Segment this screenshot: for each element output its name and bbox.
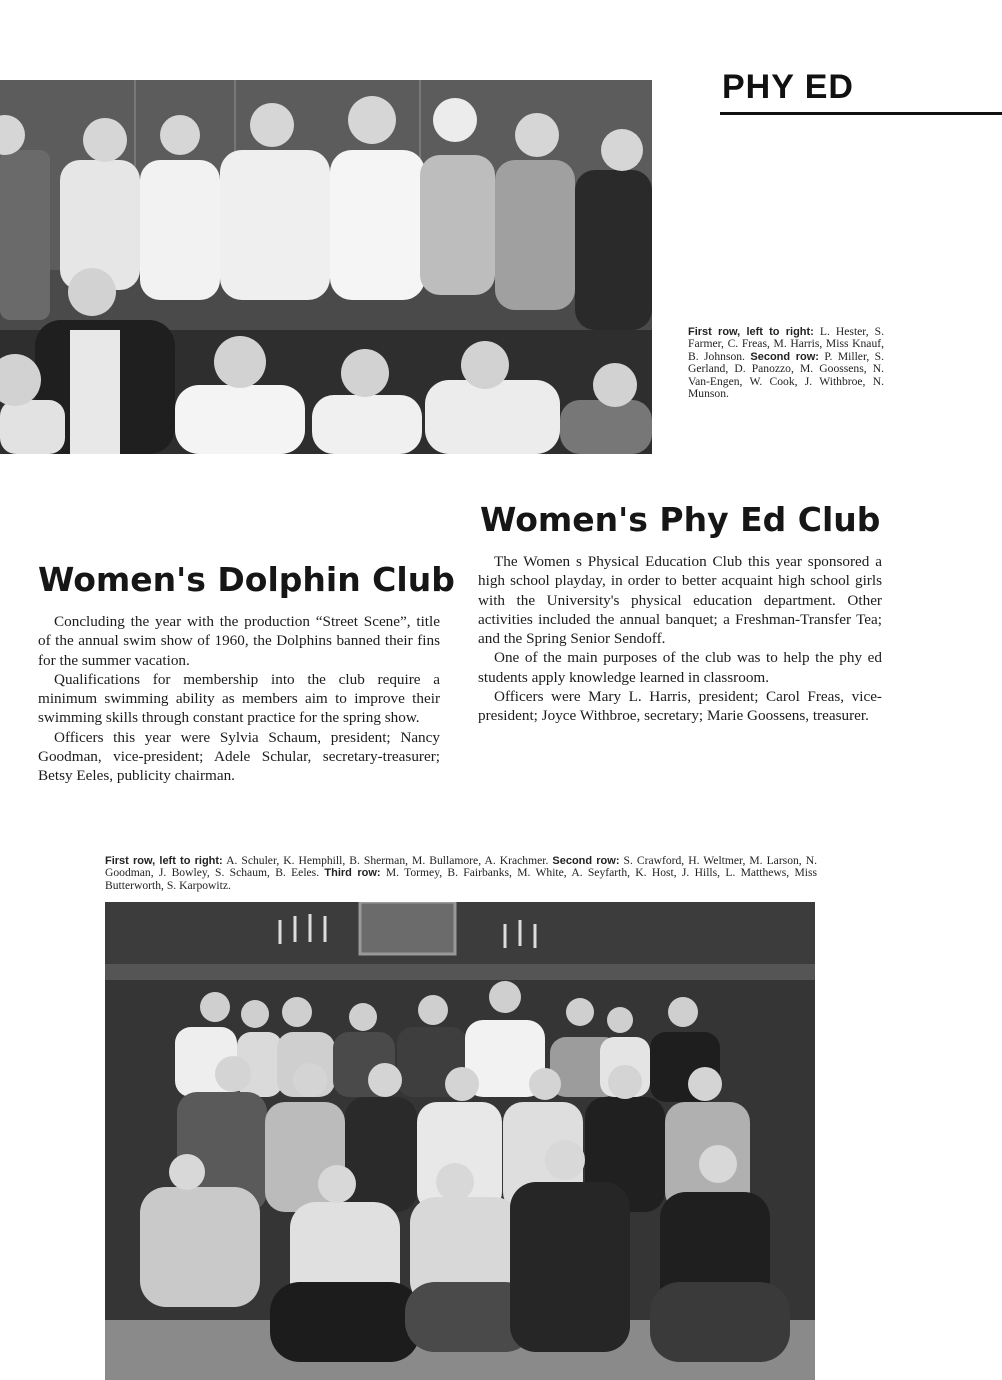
caption-row2-label: Second row: bbox=[552, 855, 620, 867]
caption-row2-label: Second row: bbox=[750, 350, 819, 363]
article-paragraph: Officers were Mary L. Harris, president; Carol Freas, vice-president; Joyce Withbroe, secretary; Marie Goossens, treasurer. bbox=[478, 688, 882, 725]
caption-row1-names: A. Schuler, K. Hemphill, B. Sherman, M. Bullamore, A. Krachmer. bbox=[226, 854, 549, 867]
caption-row3-names: M. Tormey, B. Fairbanks, M. White, A. Seyfarth, K. Host, J. Hills, L. Matthews, Miss Butterworth, S. Karpowitz. bbox=[105, 866, 818, 892]
article-paragraph: Concluding the year with the production “Street Scene”, title of the annual swim show of 1960, the Dolphins banned their fins for the summer vacation. bbox=[38, 613, 440, 669]
dolphin-photo-caption bbox=[105, 855, 817, 892]
caption-row3-label: Third row: bbox=[324, 867, 381, 880]
phy-ed-club-article bbox=[478, 552, 882, 726]
section-title: PHY ED bbox=[722, 68, 854, 106]
caption-row1-label: First row, left to right: bbox=[105, 855, 223, 867]
article-paragraph: The Women s Physical Education Club this year sponsored a high school playday, in order to better acquaint high school girls with the University's physical education department. Other activities included the annual banquet; a Freshman-Transfer Tea; and the Spring Senior Sendoff. bbox=[478, 553, 882, 648]
dolphin-club-title: Women's Dolphin Club bbox=[38, 560, 455, 599]
article-paragraph: Qualifications for membership into the club require a minimum swimming ability as members aim to improve their swimming skills through constant practice for the spring show. bbox=[38, 670, 440, 727]
article-paragraph: One of the main purposes of the club was to help the phy ed students apply knowledge learned in classroom. bbox=[478, 649, 882, 686]
dolphin-club-article bbox=[38, 612, 440, 786]
section-title-rule bbox=[720, 112, 1002, 115]
phy-ed-club-title: Women's Phy Ed Club bbox=[480, 500, 881, 539]
phy-ed-photo-caption bbox=[688, 326, 884, 400]
phy-ed-club-group-photo bbox=[0, 80, 652, 454]
caption-row1-names: L. Hester, S. Farmer, C. Freas, M. Harris, Miss Knauf, B. Johnson. bbox=[688, 325, 884, 363]
article-paragraph: Officers this year were Sylvia Schaum, president; Nancy Goodman, vice-president; Adele Schular, secretary-treasurer; Betsy Eeles, publicity chairman. bbox=[38, 728, 440, 785]
caption-row2-names: S. Crawford, H. Weltmer, M. Larson, N. Goodman, J. Bowley, S. Schaum, B. Eeles. bbox=[105, 854, 817, 880]
dolphin-club-group-photo bbox=[105, 902, 815, 1380]
caption-row1-label: First row, left to right: bbox=[688, 326, 814, 338]
caption-row2-names: P. Miller, S. Gerland, D. Panozzo, M. Goossens, N. Van-Engen, W. Cook, J. Withbroe, N. Munson. bbox=[688, 349, 884, 401]
